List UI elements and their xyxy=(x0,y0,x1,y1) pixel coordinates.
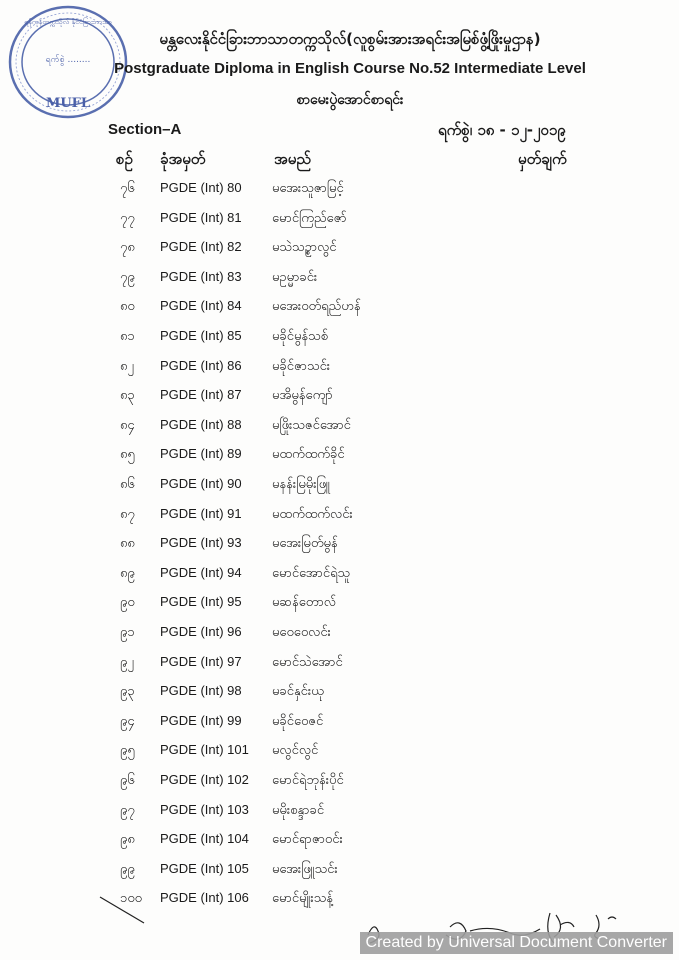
student-name: မဆန်တောလ် xyxy=(272,595,336,611)
student-name: မောင်သဲအောင် xyxy=(272,654,343,670)
row-number: ၉၃ xyxy=(120,684,135,700)
table-row xyxy=(0,417,679,446)
table-row xyxy=(0,772,679,801)
student-name: မဖြိုးသဇင်အောင် xyxy=(272,417,351,433)
table-row xyxy=(0,298,679,327)
roll-number: PGDE (Int) 97 xyxy=(160,653,242,669)
header-course-title: Postgraduate Diploma in English Course No.52 Intermediate Level xyxy=(114,60,586,77)
row-number: ၇၉ xyxy=(120,269,135,285)
roll-number: PGDE (Int) 81 xyxy=(160,209,242,225)
row-number: ၉၁ xyxy=(120,625,135,640)
roll-number: PGDE (Int) 91 xyxy=(160,505,242,521)
seal-bottom-text: MUFL xyxy=(45,96,91,111)
table-row xyxy=(0,446,679,475)
column-header-remark: မှတ်ချက် xyxy=(518,150,567,168)
roll-number: PGDE (Int) 80 xyxy=(160,180,242,195)
roll-number: PGDE (Int) 89 xyxy=(160,446,242,462)
converter-watermark: Created by Universal Document Converter xyxy=(360,932,673,954)
row-number: ၉၉ xyxy=(120,861,135,877)
roll-number: PGDE (Int) 95 xyxy=(160,594,242,610)
student-name: မခိုင်မွန်သစ် xyxy=(272,329,328,344)
row-number: ၉၆ xyxy=(120,773,135,788)
row-number: ၇၆ xyxy=(120,181,135,196)
table-row xyxy=(0,742,679,771)
row-number: ၉၂ xyxy=(120,654,134,670)
table-row xyxy=(0,506,679,535)
table-row xyxy=(0,535,679,564)
student-name: မောင်ရဲဘုန်းပိုင် xyxy=(272,773,344,788)
roll-number: PGDE (Int) 82 xyxy=(160,239,242,255)
table-row xyxy=(0,239,679,268)
table-row xyxy=(0,387,679,416)
roll-number: PGDE (Int) 86 xyxy=(160,357,242,373)
roll-number: PGDE (Int) 94 xyxy=(160,564,242,580)
table-row xyxy=(0,594,679,623)
student-name: မခင်နှင်းယု xyxy=(272,684,324,700)
row-number: ၈၄ xyxy=(120,417,135,433)
student-name: မလွင်လွင် xyxy=(272,743,319,759)
roll-number: PGDE (Int) 104 xyxy=(160,831,249,847)
table-row xyxy=(0,476,679,505)
student-name: မထက်ထက်လင်း xyxy=(272,506,353,522)
row-number: ၈၁ xyxy=(120,329,135,344)
roll-number: PGDE (Int) 96 xyxy=(160,624,242,639)
column-header-no: စဉ် xyxy=(116,150,133,168)
student-name: မောင်ကြည်ဇော် xyxy=(272,210,347,226)
row-number: ၈၆ xyxy=(120,477,135,492)
table-row xyxy=(0,802,679,831)
student-name: မမိုးစန္ဒာခင် xyxy=(272,802,325,818)
strike-mark xyxy=(98,893,148,933)
row-number: ၈၅ xyxy=(120,447,135,463)
table-row xyxy=(0,180,679,209)
row-number: ၈၇ xyxy=(120,506,135,522)
row-number: ၉၅ xyxy=(120,743,135,759)
document-date: ရက်စွဲ၊ ၁၈ - ၁၂-၂၀၁၉ xyxy=(438,121,566,139)
student-name: မခိုင်ဝေဇင် xyxy=(272,713,324,729)
row-number: ၈၀ xyxy=(120,299,135,315)
row-number: ၈၃ xyxy=(120,388,135,404)
roll-number: PGDE (Int) 84 xyxy=(160,298,242,314)
column-header-name: အမည် xyxy=(274,150,311,168)
student-name: မနန်းမြမိုးဖြူ xyxy=(272,477,330,492)
student-name: မအေးဖြူသင်း xyxy=(272,861,338,877)
roll-number: PGDE (Int) 106 xyxy=(160,890,249,906)
roll-number: PGDE (Int) 85 xyxy=(160,328,242,343)
table-row xyxy=(0,624,679,653)
student-name: မအိမွန်ကျော် xyxy=(272,388,333,404)
table-row xyxy=(0,565,679,594)
student-name: မအေးမြတ်မွန် xyxy=(272,536,338,552)
row-number: ၈၈ xyxy=(120,536,135,552)
student-name: မထက်ထက်ခိုင် xyxy=(272,447,345,463)
row-number: ၇၈ xyxy=(120,240,135,256)
table-row xyxy=(0,861,679,890)
section-label: Section–A xyxy=(108,121,182,138)
row-number: ၉၄ xyxy=(120,713,135,729)
seal-top-text: ရန်ကုန်တက္ကသိုလ် နိုင်ငံခြားဘာသာ xyxy=(24,18,112,26)
roll-number: PGDE (Int) 93 xyxy=(160,535,242,551)
student-name: မအေးသူဇာမြင့် xyxy=(272,181,344,196)
row-number: ၈၂ xyxy=(120,358,134,374)
roll-number: PGDE (Int) 105 xyxy=(160,860,249,876)
student-name: မောင်ရာဇာဝင်း xyxy=(272,832,343,848)
roll-number: PGDE (Int) 101 xyxy=(160,742,249,758)
table-row xyxy=(0,713,679,742)
row-number: ၈၉ xyxy=(120,565,135,581)
roll-number: PGDE (Int) 102 xyxy=(160,772,249,787)
student-name: မဥမ္မာခင်း xyxy=(272,269,318,285)
header-title-myanmar: မန္တလေးနိုင်ငံခြားဘာသာတက္ကသိုလ်(လူစွမ်းအားအရင်းအမြစ်ဖွံ့ဖြိုးမှုဌာန) xyxy=(159,30,541,48)
table-row xyxy=(0,831,679,860)
table-row xyxy=(0,269,679,298)
roll-number: PGDE (Int) 103 xyxy=(160,801,249,817)
seal-mid-text: ရက်စွဲ ........ xyxy=(45,55,91,65)
table-row xyxy=(0,683,679,712)
roll-number: PGDE (Int) 98 xyxy=(160,683,242,699)
student-name: မောင်မျိုးသန့် xyxy=(272,891,333,907)
student-name: မသဲသဥ္စာလွင် xyxy=(272,240,337,256)
table-row xyxy=(0,328,679,357)
roll-number: PGDE (Int) 87 xyxy=(160,387,242,403)
student-name: မခိုင်ဇာသင်း xyxy=(272,358,331,374)
student-name: မအေးဝတ်ရည်ဟန် xyxy=(272,299,361,315)
row-number: ၉၇ xyxy=(120,802,135,818)
row-number: ၁၀၀ xyxy=(120,891,142,907)
row-number: ၉၈ xyxy=(120,832,135,848)
header-result-list: စာမေးပွဲအောင်စာရင်း xyxy=(296,92,404,108)
row-number: ၇၇ xyxy=(120,210,135,226)
roll-number: PGDE (Int) 83 xyxy=(160,268,242,284)
student-name: မဝေဝေလင်း xyxy=(272,625,331,640)
roll-number: PGDE (Int) 88 xyxy=(160,416,242,432)
student-name: မောင်အောင်ရဲသူ xyxy=(272,565,351,581)
table-row xyxy=(0,210,679,239)
table-row xyxy=(0,654,679,683)
row-number: ၉၀ xyxy=(120,595,135,611)
table-row xyxy=(0,358,679,387)
column-header-roll: ခုံအမှတ် xyxy=(160,150,206,168)
roll-number: PGDE (Int) 90 xyxy=(160,476,242,491)
roll-number: PGDE (Int) 99 xyxy=(160,712,242,728)
